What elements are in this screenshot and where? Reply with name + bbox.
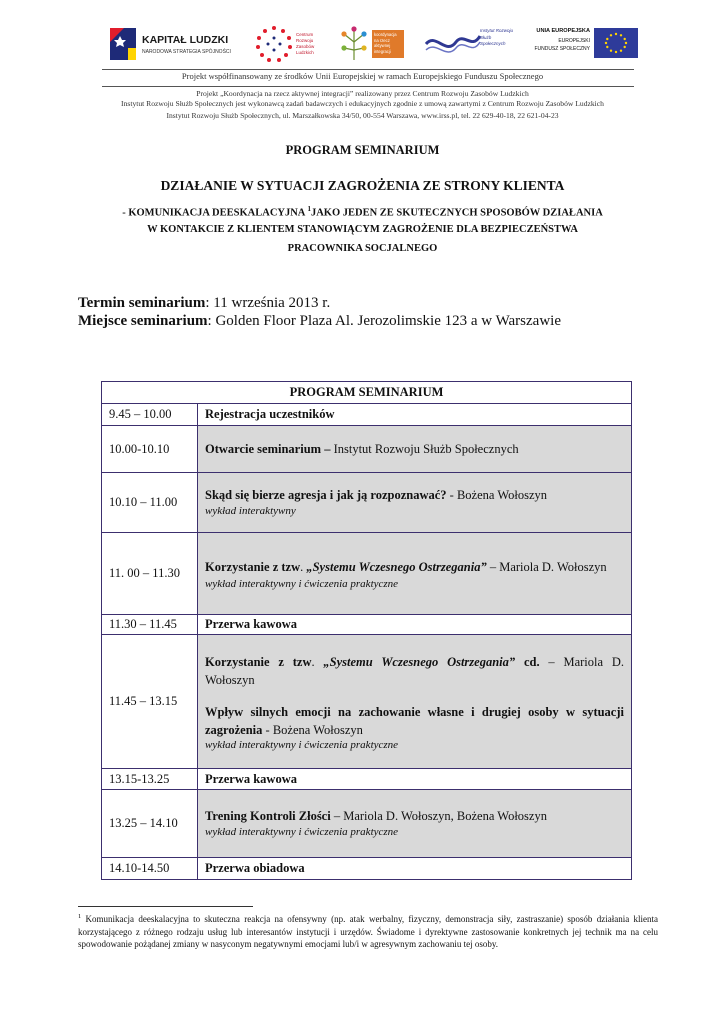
row-time: 14.10-14.50 (102, 858, 198, 880)
project-line-2: Instytut Rozwoju Służb Społecznych jest wykonawcą zadań badawczych i edukacyjnych zgodnie z umową zawartymi z Centrum Rozwoju Zasobów Ludzkich (121, 99, 604, 108)
row-time: 10.00-10.10 (102, 426, 198, 473)
row-speaker: - Bożena Wołoszyn (446, 488, 548, 502)
row-time: 11.30 – 11.45 (102, 615, 198, 635)
cofinanced-text: Projekt współfinansowany ze środków Unii Europejskiej w ramach Europejskiego Funduszu Społecznego (181, 71, 544, 81)
program-table (101, 381, 632, 880)
table-row (102, 426, 632, 473)
row-time: 13.15-13.25 (102, 769, 198, 790)
row-speaker: Instytut Rozwoju Służb Społecznych (330, 441, 519, 456)
row-title: Otwarcie seminarium – (205, 441, 331, 456)
wave-icon (424, 30, 482, 60)
table-row (102, 769, 632, 790)
row-desc (198, 533, 632, 615)
row-speaker-2: - Bożena Wołoszyn (262, 722, 363, 737)
project-line-1: Projekt „Koordynacja na rzecz aktywnej integracji” realizowany przez Centrum Rozwoju Zasobów Ludzkich (196, 89, 529, 98)
place-value: : Golden Floor Plaza Al. Jerozolimskie 123 a w Warszawie (207, 313, 561, 329)
footnote-ref: 1 (307, 205, 311, 213)
row-dot: . (300, 559, 307, 574)
term-label: Termin seminarium (78, 295, 206, 311)
subtitle-part-a: - KOMUNIKACJA DEESKALACYJNA (122, 207, 308, 219)
table-row (102, 615, 632, 635)
row-desc (198, 790, 632, 858)
logo-bar (100, 22, 640, 66)
row-note: wykład interaktywny (205, 505, 296, 517)
table-row (102, 473, 632, 533)
kapital-ludzki-logo (106, 22, 236, 66)
row-title: Skąd się bierze agresja i jak ją rozpoznawać? (205, 488, 447, 502)
subtitle-line-1 (0, 205, 725, 219)
kapital-ludzki-title: KAPITAŁ LUDZKI (142, 34, 229, 46)
eu-title: UNIA EUROPEJSKA (536, 28, 590, 34)
eu-flag-icon (594, 28, 638, 58)
row-desc: Rejestracja uczestników (198, 404, 632, 426)
irss-text: Instytut Rozwoju Służb Społecznych (480, 28, 514, 46)
koordynacja-logo (338, 22, 408, 66)
eu-logo (530, 22, 640, 66)
irss-logo (424, 22, 514, 66)
row-title: Korzystanie z tzw (205, 654, 312, 669)
kapital-ludzki-subtitle: NARODOWA STRATEGIA SPÓJNOŚCI (142, 49, 231, 55)
table-row (102, 635, 632, 769)
table-row (102, 533, 632, 615)
row-time: 13.25 – 14.10 (102, 790, 198, 858)
term-value: : 11 września 2013 r. (205, 295, 331, 311)
crzl-logo (254, 22, 324, 66)
footnote-rule (78, 906, 253, 907)
subtitle-part-b: JAKO JEDEN ZE SKUTECZNYCH SPOSOBÓW DZIAŁANIA (310, 207, 603, 219)
row-speaker: – Mariola D. Wołoszyn (486, 559, 607, 574)
subtitle-line-3: PRACOWNIKA SOCJALNEGO (287, 243, 438, 254)
row-desc: Przerwa kawowa (198, 769, 632, 790)
project-line-3: Instytut Rozwoju Służb Społecznych, ul. Marszałkowska 34/50, 00-554 Warszawa, www.irss.pl, tel. 22 629-40-18, 22 621-04-23 (166, 111, 559, 120)
kapital-ludzki-icon (106, 24, 140, 64)
row-note: wykład interaktywny i ćwiczenia praktyczne (205, 577, 399, 590)
table-row (102, 404, 632, 426)
row-title-italic: „Systemu Wczesnego Ostrzegania” (306, 559, 487, 574)
header-rule-bottom (102, 86, 634, 87)
row-desc (198, 473, 632, 533)
row-desc: Przerwa kawowa (198, 615, 632, 635)
place-line (78, 313, 561, 330)
row-title-italic: „Systemu Wczesnego Ostrzegania” (323, 654, 516, 669)
subtitle-line-2: W KONTAKCIE Z KLIENTEM STANOWIĄCYM ZAGROŻENIE DLA BEZPIECZEŃSTWA (147, 224, 578, 235)
row-desc (198, 635, 632, 769)
crzl-text: Centrum Rozwoju Zasobów Ludzkich (296, 32, 315, 55)
table-header-row (102, 382, 632, 404)
eu-sub1: EUROPEJSKI (558, 38, 590, 44)
row-time: 11.45 – 13.15 (102, 635, 198, 769)
row-title-cont: cd. (515, 654, 540, 669)
table-header: PROGRAM SEMINARIUM (102, 382, 632, 404)
footnote (78, 911, 658, 951)
row-time: 11. 00 – 11.30 (102, 533, 198, 615)
row-title-2: Wpływ silnych emocji na zachowanie własne i drugiej osoby w sytuacji zagrożenia (205, 704, 624, 737)
footnote-text: Komunikacja deeskalacyjna to skuteczna reakcja na ofensywny (np. atak werbalny, fizyczny, demonstracja siły, zastraszanie) sposób działania klienta korzystającego z różnego rodzaju usług lub interesantów instytucji i urzędów. Świadome i dyrektywne zastosowanie konkretnych jej technik ma na celu spowodowanie pożądanej zmiany w nasyconym negatywnymi emocjami lub/i w agresywnym zachowaniu tej osoby. (78, 914, 658, 950)
eu-sub2: FUNDUSZ SPOŁECZNY (534, 46, 590, 52)
row-desc (198, 426, 632, 473)
row-speaker: – Mariola D. Wołoszyn (205, 654, 624, 687)
header-rule-top (102, 69, 634, 70)
footnote-number: 1 (78, 913, 82, 920)
main-title: DZIAŁANIE W SYTUACJI ZAGROŻENIA ZE STRONY KLIENTA (160, 178, 565, 193)
row-title: Trening Kontroli Złości (205, 809, 331, 823)
row-note: wykład interaktywny i ćwiczenia praktyczne (205, 738, 399, 751)
row-desc: Przerwa obiadowa (198, 858, 632, 880)
stars-circle-icon (254, 24, 294, 64)
row-time: 9.45 – 10.00 (102, 404, 198, 426)
row-note: wykład interaktywny i ćwiczenia praktyczne (205, 826, 399, 838)
table-row (102, 858, 632, 880)
program-heading: PROGRAM SEMINARIUM (285, 143, 440, 157)
row-time: 10.10 – 11.00 (102, 473, 198, 533)
row-speaker: – Mariola D. Wołoszyn, Bożena Wołoszyn (330, 809, 547, 823)
row-title: Korzystanie z tzw (205, 559, 301, 574)
koordynacja-text: koordynacja na rzecz aktywnej integracji (372, 30, 404, 58)
term-line (78, 295, 330, 312)
place-label: Miejsce seminarium (78, 313, 208, 329)
network-tree-icon (338, 24, 370, 64)
row-dot: . (311, 654, 324, 669)
table-row (102, 790, 632, 858)
